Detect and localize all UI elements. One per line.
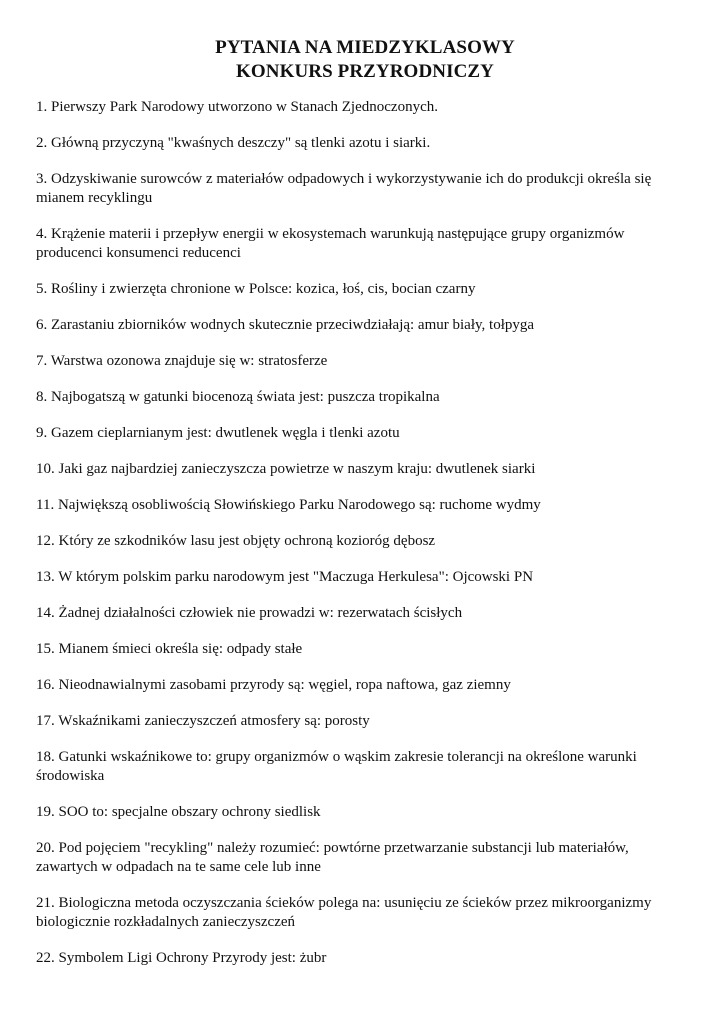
question-6: 6. Zarastaniu zbiorników wodnych skutecznie przeciwdziałają: amur biały, tołpyga	[36, 317, 535, 333]
question-5: 5. Rośliny i zwierzęta chronione w Polsce: kozica, łoś, cis, bocian czarny	[36, 281, 476, 297]
question-19: 19. SOO to: specjalne obszary ochrony siedlisk	[36, 804, 321, 820]
question-list	[36, 98, 694, 968]
question-7: 7. Warstwa ozonowa znajduje się w: stratosferze	[36, 353, 328, 369]
title-line-2: KONKURS PRZYRODNICZY	[236, 61, 494, 82]
title-line-1: PYTANIA NA MIEDZYKLASOWY	[215, 37, 515, 58]
question-1: 1. Pierwszy Park Narodowy utworzono w Stanach Zjednoczonych.	[36, 99, 438, 115]
question-4: 4. Krążenie materii i przepływ energii w ekosystemach warunkują następujące grupy organizmów producenci konsumenci reducenci	[36, 226, 625, 261]
question-3: 3. Odzyskiwanie surowców z materiałów odpadowych i wykorzystywanie ich do produkcji określa się mianem recyklingu	[36, 171, 652, 206]
question-11: 11. Największą osobliwością Słowińskiego Parku Narodowego są: ruchome wydmy	[36, 497, 541, 513]
question-22: 22. Symbolem Ligi Ochrony Przyrody jest: żubr	[36, 950, 327, 966]
question-21: 21. Biologiczna metoda oczyszczania ścieków polega na: usunięciu ze ścieków przez mikroorganizmy biologicznie rozkładalnych zanieczyszczeń	[36, 895, 652, 930]
question-10: 10. Jaki gaz najbardziej zanieczyszcza powietrze w naszym kraju: dwutlenek siarki	[36, 461, 536, 477]
question-2: 2. Główną przyczyną "kwaśnych deszczy" są tlenki azotu i siarki.	[36, 135, 431, 151]
question-9: 9. Gazem cieplarnianym jest: dwutlenek węgla i tlenki azotu	[36, 425, 400, 441]
question-17: 17. Wskaźnikami zanieczyszczeń atmosfery są: porosty	[36, 713, 370, 729]
question-14: 14. Żadnej działalności człowiek nie prowadzi w: rezerwatach ścisłych	[36, 605, 463, 621]
question-8: 8. Najbogatszą w gatunki biocenozą świata jest: puszcza tropikalna	[36, 389, 440, 405]
question-16: 16. Nieodnawialnymi zasobami przyrody są: węgiel, ropa naftowa, gaz ziemny	[36, 677, 511, 693]
question-20: 20. Pod pojęciem "recykling" należy rozumieć: powtórne przetwarzanie substancji lub materiałów, zawartych w odpadach na te same cele lub inne	[36, 840, 629, 875]
question-15: 15. Mianem śmieci określa się: odpady stałe	[36, 641, 303, 657]
question-18: 18. Gatunki wskaźnikowe to: grupy organizmów o wąskim zakresie tolerancji na określone warunki środowiska	[36, 749, 637, 784]
question-13: 13. W którym polskim parku narodowym jest "Maczuga Herkulesa": Ojcowski PN	[36, 569, 534, 585]
question-12: 12. Który ze szkodników lasu jest objęty ochroną kozioróg dębosz	[36, 533, 436, 549]
page-title	[36, 36, 694, 84]
